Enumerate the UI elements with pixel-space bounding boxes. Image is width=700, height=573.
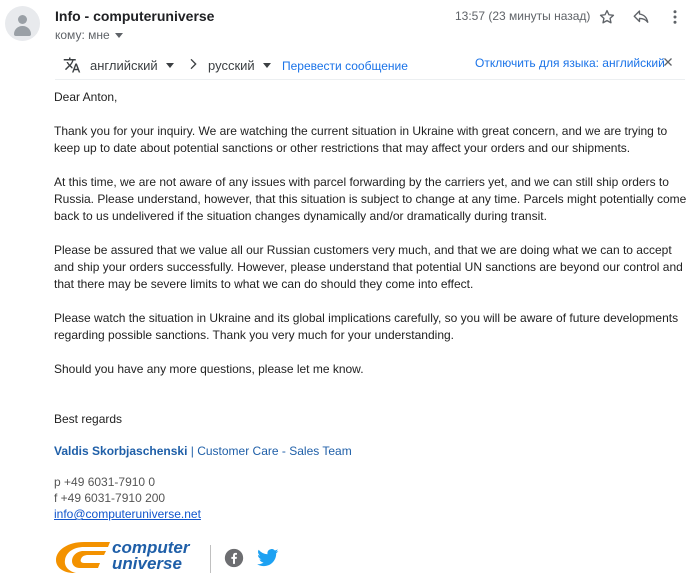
recipient-label: кому: мне — [55, 28, 110, 42]
signature-line — [54, 444, 352, 458]
logo-text-line1: computer — [112, 540, 190, 557]
more-vert-icon[interactable] — [664, 6, 686, 28]
signature-role: Customer Care - Sales Team — [197, 444, 352, 458]
email-paragraph: Please be assured that we value all our Russian customers very much, and that we are doing what we can to accept and ship your orders successfully. However, please understand that potential UN sanctions are beyond our control and that there may be severe limits to what we can do should they come into effect. — [54, 243, 683, 291]
chevron-down-icon[interactable] — [115, 33, 123, 38]
twitter-icon[interactable] — [257, 549, 279, 567]
translate-icon — [63, 56, 81, 74]
sender-name[interactable]: Info - computeruniverse — [55, 8, 215, 24]
recipient-details[interactable] — [55, 28, 123, 42]
signature-separator: | — [187, 444, 198, 458]
computeruniverse-logo[interactable] — [54, 540, 204, 573]
email-body — [54, 89, 690, 395]
email-paragraph: At this time, we are not aware of any issues with parcel forwarding by the carriers yet, and we can still ship orders to Russia. Please understand, however, that this situation is subject to change at any time. Parcels might potentially come back to us undelivered if the situation changes dynamically and/or dramatically during transit. — [54, 175, 687, 223]
reply-icon[interactable] — [630, 6, 652, 28]
signature-fax: f +49 6031-7910 200 — [54, 491, 166, 505]
sender-avatar[interactable] — [5, 6, 40, 41]
chevron-down-icon — [166, 63, 174, 68]
target-language-select[interactable] — [208, 58, 271, 73]
signature-email-link[interactable]: info@computeruniverse.net — [54, 507, 201, 521]
source-language-label: английский — [90, 58, 158, 73]
chevron-right-icon — [185, 56, 201, 72]
signature-name: Valdis Skorbjaschenski — [54, 444, 188, 458]
chevron-down-icon — [263, 63, 271, 68]
logo-divider — [210, 545, 211, 573]
signature-phone: p +49 6031-7910 0 — [54, 475, 156, 489]
message-timestamp: 13:57 (23 минуты назад) — [455, 9, 591, 23]
logo-swoosh-icon — [54, 540, 110, 573]
translate-bar — [55, 51, 685, 80]
target-language-label: русский — [208, 58, 255, 73]
source-language-select[interactable] — [90, 58, 174, 73]
close-icon[interactable] — [661, 55, 675, 69]
email-greeting: Dear Anton, — [54, 90, 118, 104]
person-icon — [18, 15, 27, 24]
email-paragraph: Please watch the situation in Ukraine and its global implications carefully, so you will be aware of future developments regarding possible sanctions. Thank you very much for your understanding. — [54, 311, 679, 342]
translate-message-link[interactable]: Перевести сообщение — [282, 59, 408, 73]
facebook-icon[interactable] — [224, 548, 244, 568]
star-icon[interactable] — [596, 6, 618, 28]
logo-text-line2: universe — [112, 554, 182, 573]
disable-translation-link[interactable]: Отключить для языка: английский — [475, 56, 665, 70]
email-paragraph: Should you have any more questions, please let me know. — [54, 362, 364, 376]
email-sign-off: Best regards — [54, 412, 123, 426]
signature-contact — [54, 474, 201, 522]
email-paragraph: Thank you for your inquiry. We are watching the current situation in Ukraine with great concern, and we are trying to keep up to date about potential sanctions or other restrictions that may affect your orders and our shipments. — [54, 124, 668, 155]
